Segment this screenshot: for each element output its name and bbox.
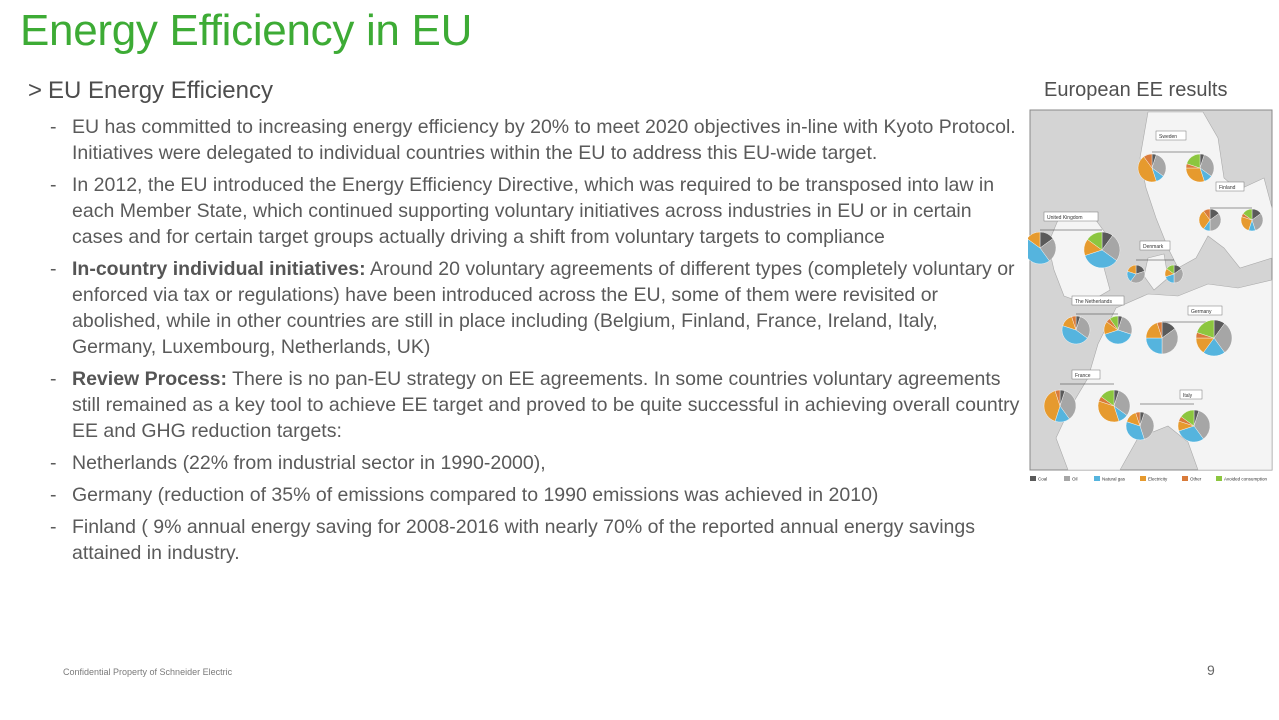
country-france: France	[1075, 373, 1091, 379]
pie-chart	[1241, 209, 1263, 231]
bullet-list	[50, 114, 1020, 572]
page-number: 9	[1207, 662, 1215, 678]
country-label-denmark	[1140, 241, 1170, 250]
footer-confidential: Confidential Property of Schneider Electric	[63, 667, 233, 677]
pie-chart	[1138, 154, 1166, 182]
bullet-bold: In-country individual initiatives:	[72, 258, 366, 280]
bullet-item: - Germany (reduction of 35% of emissions compared to 1990 emissions was achieved in 2010)	[50, 484, 879, 506]
bullet-item: - Netherlands (22% from industrial sector in 1990-2000),	[50, 452, 546, 474]
country-label-italy	[1180, 390, 1202, 399]
country-germany: Germany	[1191, 309, 1212, 315]
pie-chart	[1126, 412, 1154, 440]
bullet-item: - In 2012, the EU introduced the Energy Efficiency Directive, which was required to be transposed into law in each Member State, which continued supporting voluntary initiatives across industries in EU or in certain cases and for certain target groups actually driving a shift from voluntary targets to compliance	[50, 174, 995, 248]
pie-chart	[1199, 209, 1221, 231]
map-legend	[1030, 476, 1267, 482]
pie-chart	[1084, 232, 1120, 268]
country-netherlands: The Netherlands	[1075, 299, 1112, 305]
legend-oil: Oil	[1072, 476, 1078, 482]
bullet-text: Around 20 voluntary agreements of different types (completely voluntary or enforced via tax or regulations) have been introduced across the EU, some of them were revisited or abolished, while in other countries are still in place including (Belgium, Finland, France, Ireland, Italy, Germany, Luxembourg, Netherlands, UK)	[72, 258, 1015, 358]
pie-chart	[1044, 390, 1076, 422]
country-label-netherlands	[1072, 296, 1124, 305]
legend-avoided: Avoided consumption	[1224, 476, 1267, 482]
bullet-item: - Finland ( 9% annual energy saving for 2008-2016 with nearly 70% of the reported annual energy savings attained in industry.	[50, 516, 975, 564]
country-uk: United Kingdom	[1047, 215, 1083, 221]
bullet-text: Finland ( 9% annual energy saving for 2008-2016 with nearly 70% of the reported annual energy savings attained in industry.	[72, 516, 975, 564]
heading-text: EU Energy Efficiency	[48, 77, 273, 104]
section-heading	[28, 77, 273, 105]
legend-swatch-coal	[1030, 476, 1036, 481]
pie-chart	[1146, 322, 1178, 354]
pie-chart	[1098, 390, 1130, 422]
bullet-text: In 2012, the EU introduced the Energy Efficiency Directive, which was required to be transposed into law in each Member State, which continued supporting voluntary initiatives across industries in EU or in certain cases and for certain target groups actually driving a shift from voluntary targets to compliance	[72, 174, 995, 248]
country-italy: Italy	[1183, 393, 1193, 399]
legend-swatch-gas	[1094, 476, 1100, 481]
legend-swatch-other	[1182, 476, 1188, 481]
pie-chart	[1178, 410, 1210, 442]
heading-marker: >	[28, 77, 43, 104]
bullet-bold: Review Process:	[72, 368, 228, 390]
country-label-germany	[1188, 306, 1222, 315]
legend-natural-gas: Natural gas	[1102, 476, 1126, 482]
pie-chart	[1196, 320, 1232, 356]
country-sweden: Sweden	[1159, 134, 1178, 140]
pie-chart	[1062, 316, 1090, 344]
legend-swatch-electricity	[1140, 476, 1146, 481]
country-label-uk	[1044, 212, 1098, 221]
country-denmark: Denmark	[1143, 244, 1164, 250]
bullet-text: Netherlands (22% from industrial sector in 1990-2000),	[72, 452, 546, 474]
map-caption: European EE results	[1044, 79, 1228, 101]
legend-electricity: Electricity	[1148, 476, 1168, 482]
bullet-item: - EU has committed to increasing energy efficiency by 20% to meet 2020 objectives in-line with Kyoto Protocol. Initiatives were delegated to individual countries within the EU to address this EU-wide target.	[50, 116, 1016, 164]
bullet-text: EU has committed to increasing energy efficiency by 20% to meet 2020 objectives in-line with Kyoto Protocol. Initiatives were delegated to individual countries within the EU to address this EU-wide target.	[72, 116, 1016, 164]
pie-chart	[1104, 316, 1132, 344]
country-label-finland	[1216, 182, 1244, 191]
pie-chart	[1165, 265, 1183, 283]
legend-swatch-oil	[1064, 476, 1070, 481]
legend-swatch-avoided	[1216, 476, 1222, 481]
pie-chart	[1186, 154, 1214, 182]
country-label-france	[1072, 370, 1100, 379]
country-label-sweden	[1156, 131, 1186, 140]
legend-coal: Coal	[1038, 476, 1048, 482]
country-finland: Finland	[1219, 185, 1236, 191]
slide-title: Energy Efficiency in EU	[20, 6, 473, 55]
pie-chart	[1127, 265, 1145, 283]
bullet-item: - Review Process: There is no pan-EU strategy on EE agreements. In some countries voluntary agreements still remained as a key tool to achieve EE target and proved to be quite successful in achieving overall country EE and GHG reduction targets:	[50, 368, 1020, 442]
legend-other: Other	[1190, 476, 1202, 482]
bullet-text: Germany (reduction of 35% of emissions compared to 1990 emissions was achieved in 2010)	[72, 484, 879, 506]
europe-ee-map	[1028, 108, 1274, 484]
bullet-text: There is no pan-EU strategy on EE agreements. In some countries voluntary agreements still remained as a key tool to achieve EE target and proved to be quite successful in achieving overall country EE and GHG reduction targets:	[72, 368, 1020, 442]
bullet-item: - In-country individual initiatives: Around 20 voluntary agreements of different types (completely voluntary or enforced via tax or regulations) have been introduced across the EU, some of them were revisited or abolished, while in other countries are still in place including (Belgium, Finland, France, Ireland, Italy, Germany, Luxembourg, Netherlands, UK)	[50, 258, 1015, 358]
